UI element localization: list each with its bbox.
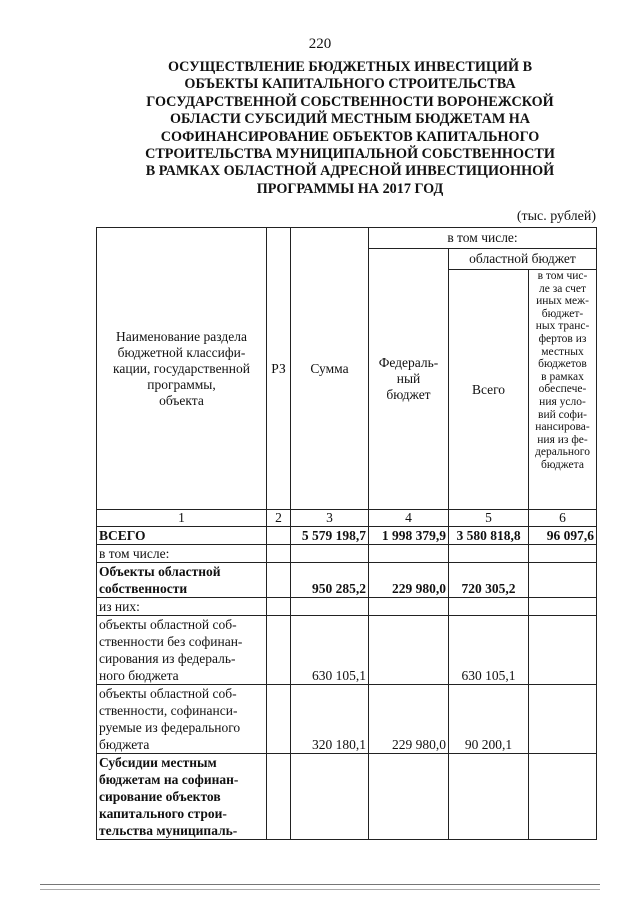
- header-text: бюджетной классифи-: [117, 344, 246, 360]
- table-row: [97, 685, 597, 754]
- header-text: ных транс-: [535, 320, 590, 333]
- title-line: ОБЛАСТИ СУБСИДИЙ МЕСТНЫМ БЮДЖЕТАМ НА: [169, 111, 531, 128]
- row-name: [97, 685, 267, 754]
- header-col-rz: РЗ: [267, 228, 291, 510]
- row-name-line: ВСЕГО: [99, 528, 146, 543]
- row-rz: [267, 616, 291, 685]
- row-name-line: объекты областной соб-: [99, 617, 237, 632]
- row-name: [97, 598, 267, 616]
- title-line: СОФИНАНСИРОВАНИЕ ОБЪЕКТОВ КАПИТАЛЬНОГО: [160, 128, 540, 145]
- row-name-line: тельства муниципаль-: [99, 823, 238, 838]
- header-col-federal: [369, 249, 449, 510]
- row-name-line: объекты областной соб-: [99, 686, 237, 701]
- header-text: объекта: [159, 392, 204, 408]
- row-incl: [529, 685, 597, 754]
- header-text: кации, государственной: [113, 360, 250, 376]
- row-name: [97, 616, 267, 685]
- column-number: 3: [291, 510, 369, 527]
- row-name-line: собственности: [99, 581, 188, 596]
- row-total: [449, 545, 529, 563]
- row-incl: [529, 616, 597, 685]
- units-label: (тыс. рублей): [516, 209, 596, 224]
- row-rz: [267, 685, 291, 754]
- row-name-line: сирования из федераль-: [99, 651, 236, 666]
- row-rz: [267, 563, 291, 598]
- row-total: 630 105,1: [449, 616, 529, 685]
- row-rz: [267, 754, 291, 840]
- header-text: программы,: [147, 376, 216, 392]
- row-name-line: руемые из федерального: [99, 720, 241, 735]
- row-federal: 229 980,0: [369, 563, 449, 598]
- column-number: 1: [97, 510, 267, 527]
- header-text: дерального: [535, 446, 590, 459]
- header-text: нансирова-: [535, 421, 590, 434]
- footer-divider: [40, 889, 600, 890]
- header-text: ния из фе-: [537, 433, 588, 446]
- row-name-line: Субсидии местным: [99, 755, 217, 770]
- header-text: обеспече-: [538, 383, 587, 396]
- column-number-row: [97, 510, 597, 527]
- title-line: ОСУЩЕСТВЛЕНИЕ БЮДЖЕТНЫХ ИНВЕСТИЦИЙ В: [167, 59, 533, 75]
- row-incl: [529, 754, 597, 840]
- row-federal: [369, 616, 449, 685]
- header-col-sum: Сумма: [291, 228, 369, 510]
- footer-divider: [40, 884, 600, 885]
- row-federal: 229 980,0: [369, 685, 449, 754]
- row-total: 720 305,2: [449, 563, 529, 598]
- row-sum: 950 285,2: [291, 563, 369, 598]
- header-regional-budget: областной бюджет: [449, 249, 597, 270]
- row-name-line: ного бюджета: [99, 668, 179, 683]
- row-name-line: капитального строи-: [99, 806, 227, 821]
- column-number: 6: [529, 510, 597, 527]
- row-name-line: ственности, софинанси-: [99, 703, 238, 718]
- row-name: [97, 545, 267, 563]
- header-text: в рамках: [541, 370, 584, 383]
- header-text: бюджетов: [538, 358, 587, 371]
- row-sum: 5 579 198,7: [291, 527, 369, 545]
- row-incl: [529, 545, 597, 563]
- row-name-line: из них:: [99, 599, 140, 614]
- header-text: бюджет-: [541, 307, 584, 320]
- row-total: 3 580 818,8: [449, 527, 529, 545]
- row-sum: [291, 545, 369, 563]
- row-name: [97, 563, 267, 598]
- header-text: вий софи-: [538, 408, 587, 421]
- header-text: ния усло-: [539, 395, 586, 408]
- row-total: 90 200,1: [449, 685, 529, 754]
- title-line: ГОСУДАРСТВЕННОЙ СОБСТВЕННОСТИ ВОРОНЕЖСКОЙ: [146, 93, 554, 110]
- table-row: [97, 545, 597, 563]
- row-rz: [267, 527, 291, 545]
- table-row: [97, 527, 597, 545]
- row-incl: [529, 563, 597, 598]
- row-sum: [291, 598, 369, 616]
- header-col-incl: [529, 270, 597, 510]
- table-row: [97, 563, 597, 598]
- row-name: [97, 754, 267, 840]
- table-row: [97, 616, 597, 685]
- header-text: бюджета: [541, 458, 584, 471]
- row-sum: [291, 754, 369, 840]
- header-col-total: Всего: [449, 270, 529, 510]
- row-name-line: Объекты областной: [99, 564, 221, 579]
- header-text: ный: [396, 371, 421, 386]
- row-name-line: ственности без софинан-: [99, 634, 243, 649]
- page-number: 220: [308, 36, 332, 52]
- column-number: 4: [369, 510, 449, 527]
- title-line: В РАМКАХ ОБЛАСТНОЙ АДРЕСНОЙ ИНВЕСТИЦИОННОЙ: [145, 163, 555, 180]
- header-text: в том чис-: [537, 270, 588, 282]
- title-line: ПРОГРАММЫ НА 2017 ГОД: [256, 180, 444, 197]
- investment-table: [96, 227, 597, 840]
- row-name-line: бюджета: [99, 737, 150, 752]
- header-text: Федераль-: [378, 355, 439, 370]
- header-text: фертов из: [538, 332, 587, 345]
- row-rz: [267, 545, 291, 563]
- table-body: [97, 527, 597, 840]
- table-row: [97, 598, 597, 616]
- row-sum: 630 105,1: [291, 616, 369, 685]
- title-line: СТРОИТЕЛЬСТВА МУНИЦИПАЛЬНОЙ СОБСТВЕННОСТИ: [145, 146, 555, 163]
- title-line: ОБЪЕКТЫ КАПИТАЛЬНОГО СТРОИТЕЛЬСТВА: [184, 76, 516, 93]
- row-federal: [369, 545, 449, 563]
- table-header: [97, 228, 597, 527]
- header-col-name: [97, 228, 267, 510]
- header-text: местных: [541, 345, 584, 358]
- row-federal: 1 998 379,9: [369, 527, 449, 545]
- row-federal: [369, 754, 449, 840]
- row-sum: 320 180,1: [291, 685, 369, 754]
- column-number: 5: [449, 510, 529, 527]
- table-row: [97, 754, 597, 840]
- header-text: бюджет: [386, 387, 431, 402]
- row-incl: [529, 598, 597, 616]
- header-text: иных меж-: [536, 295, 589, 308]
- row-name-line: бюджетам на софинан-: [99, 772, 239, 787]
- document-title: [110, 59, 590, 198]
- row-incl: 96 097,6: [529, 527, 597, 545]
- row-name: [97, 527, 267, 545]
- row-name-line: сирование объектов: [99, 789, 221, 804]
- column-number: 2: [267, 510, 291, 527]
- header-text: ле за счет: [538, 282, 587, 295]
- row-federal: [369, 598, 449, 616]
- header-in-that-number: в том числе:: [369, 228, 597, 249]
- row-total: [449, 598, 529, 616]
- header-text: Наименование раздела: [116, 328, 247, 344]
- row-name-line: в том числе:: [99, 546, 170, 561]
- row-total: [449, 754, 529, 840]
- row-rz: [267, 598, 291, 616]
